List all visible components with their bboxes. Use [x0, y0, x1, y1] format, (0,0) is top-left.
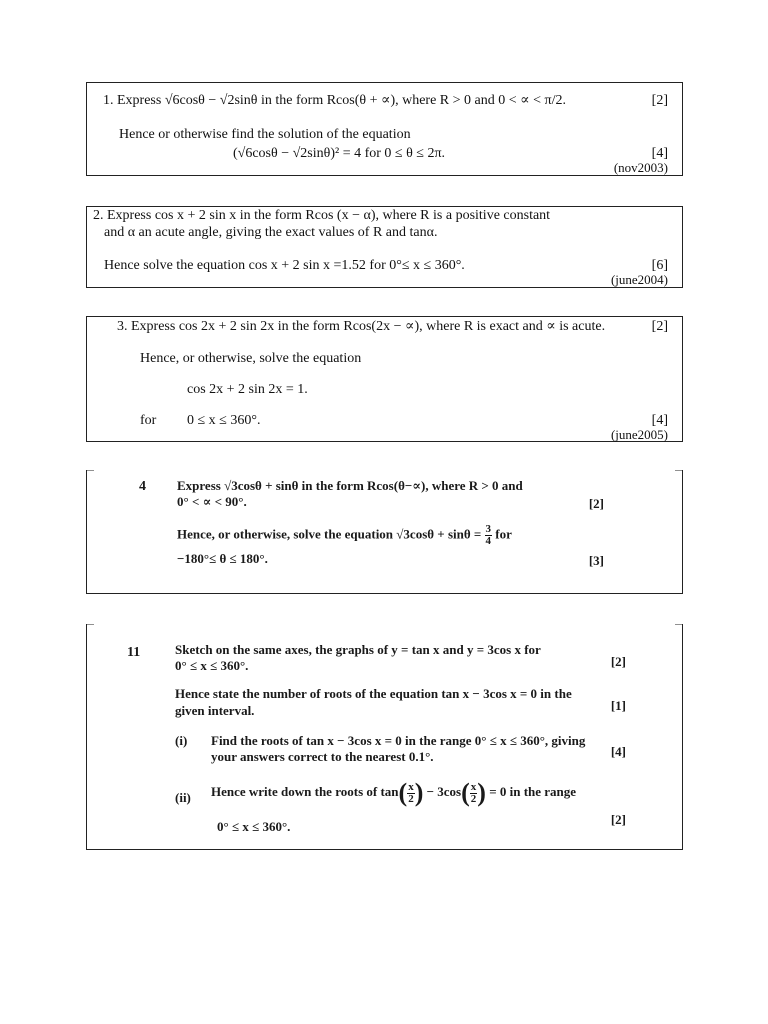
q3-line-4: 0 ≤ x ≤ 360°.: [187, 413, 261, 428]
q11-part-1-line-2: your answers correct to the nearest 0.1°.: [211, 749, 434, 764]
paren-open: (: [398, 778, 408, 808]
q11-frac-2-den: 2: [470, 792, 477, 805]
q1-mark-2: [4]: [651, 146, 668, 161]
q1-source: (nov2003): [613, 160, 668, 175]
q3-for-label: for: [140, 413, 157, 428]
q1-line-2: Hence or otherwise find the solution of the equation: [119, 127, 411, 142]
q11-mark-2: [1]: [610, 698, 626, 713]
q11-part-2-text-a: Hence write down the roots of tan: [211, 784, 399, 799]
q4-mark-2: [3]: [588, 553, 604, 568]
q4-mark-1: [2]: [588, 496, 604, 511]
q2-source: (june2004): [610, 272, 668, 287]
q11-part-2-line-2: 0° ≤ x ≤ 360°.: [217, 819, 291, 834]
paren-close: ): [477, 778, 486, 808]
q4-frac-num: 3: [485, 523, 492, 535]
q11-mark-4: [2]: [610, 812, 626, 827]
corner-mark-left: [86, 624, 94, 632]
question-4-box: [86, 470, 683, 594]
q4-line-4: −180°≤ θ ≤ 180°.: [177, 551, 268, 566]
q11-part-2-line-1: [211, 776, 576, 808]
q11-line-3: Hence state the number of roots of the equation tan x − 3cos x = 0 in the: [175, 686, 572, 701]
q1-mark-1: [2]: [651, 93, 668, 108]
question-1-box: [86, 82, 683, 176]
q11-part-1-line-1: Find the roots of tan x − 3cos x = 0 in the range 0° ≤ x ≤ 360°, giving: [211, 733, 586, 748]
corner-mark-right: [675, 470, 683, 478]
q4-line-2: 0° < ∝ < 90°.: [177, 494, 247, 509]
q11-number: [127, 644, 140, 660]
question-11-box: [86, 624, 683, 850]
q11-line-1: Sketch on the same axes, the graphs of y = tan x and y = 3cos x for: [175, 642, 541, 657]
q2-mark: [6]: [651, 258, 668, 273]
q11-mark-3: [4]: [610, 744, 626, 759]
question-3-box: [86, 316, 683, 442]
corner-mark-right: [675, 624, 683, 632]
q4-fraction: [485, 524, 493, 547]
q11-frac-1-den: 2: [408, 792, 414, 805]
q11-mark-1: [2]: [610, 654, 626, 669]
q4-frac-den: 4: [485, 535, 492, 547]
q11-frac-2-num: x: [470, 780, 477, 793]
q11-number-text: 11: [127, 645, 141, 660]
q4-line-3-text: Hence, or otherwise, solve the equation √3cosθ + sinθ =: [177, 526, 482, 542]
q4-number-text: 4: [139, 479, 146, 494]
q11-part-2-label: (ii): [175, 790, 191, 805]
corner-mark-left: [86, 470, 94, 478]
q11-fraction-1: [407, 782, 415, 805]
question-2-box: [86, 206, 683, 288]
q4-line-1: Express √3cosθ + sinθ in the form Rcos(θ−∝), where R > 0 and: [177, 478, 523, 493]
q1-line-1: 1. Express √6cosθ − √2sinθ in the form Rcos(θ + ∝), where R > 0 and 0 < ∝ < π/2.: [103, 93, 566, 108]
q11-line-2: 0° ≤ x ≤ 360°.: [175, 658, 249, 673]
q2-line-1: 2. Express cos x + 2 sin x in the form Rcos (x − α), where R is a positive constant: [93, 208, 551, 223]
q11-frac-1-num: x: [408, 780, 414, 793]
q4-line-3: [177, 524, 512, 547]
q3-mark-2: [4]: [651, 413, 668, 428]
q11-line-4: given interval.: [175, 703, 255, 718]
q3-line-1: 3. Express cos 2x + 2 sin 2x in the form Rcos(2x − ∝), where R is exact and ∝ is acute.: [117, 319, 606, 334]
q3-line-3: cos 2x + 2 sin 2x = 1.: [187, 382, 308, 397]
q11-part-1-label: (i): [175, 733, 188, 748]
q3-line-2: Hence, or otherwise, solve the equation: [140, 351, 362, 366]
q2-line-2: and α an acute angle, giving the exact values of R and tanα.: [104, 225, 438, 240]
paren-open: (: [461, 778, 470, 808]
q3-source: (june2005): [610, 427, 668, 442]
q11-part-2-text-c: = 0 in the range: [489, 784, 577, 799]
q3-mark-1: [2]: [651, 319, 668, 334]
q2-line-3: Hence solve the equation cos x + 2 sin x =1.52 for 0°≤ x ≤ 360°.: [104, 258, 465, 273]
q11-part-2-text-b: − 3cos: [426, 784, 462, 799]
q4-line-3-for: for: [495, 526, 512, 542]
q4-number: [139, 478, 146, 494]
q1-line-3: (√6cosθ − √2sinθ)² = 4 for 0 ≤ θ ≤ 2π.: [233, 146, 446, 161]
q11-fraction-2: [470, 782, 478, 805]
paren-close: ): [414, 778, 424, 808]
